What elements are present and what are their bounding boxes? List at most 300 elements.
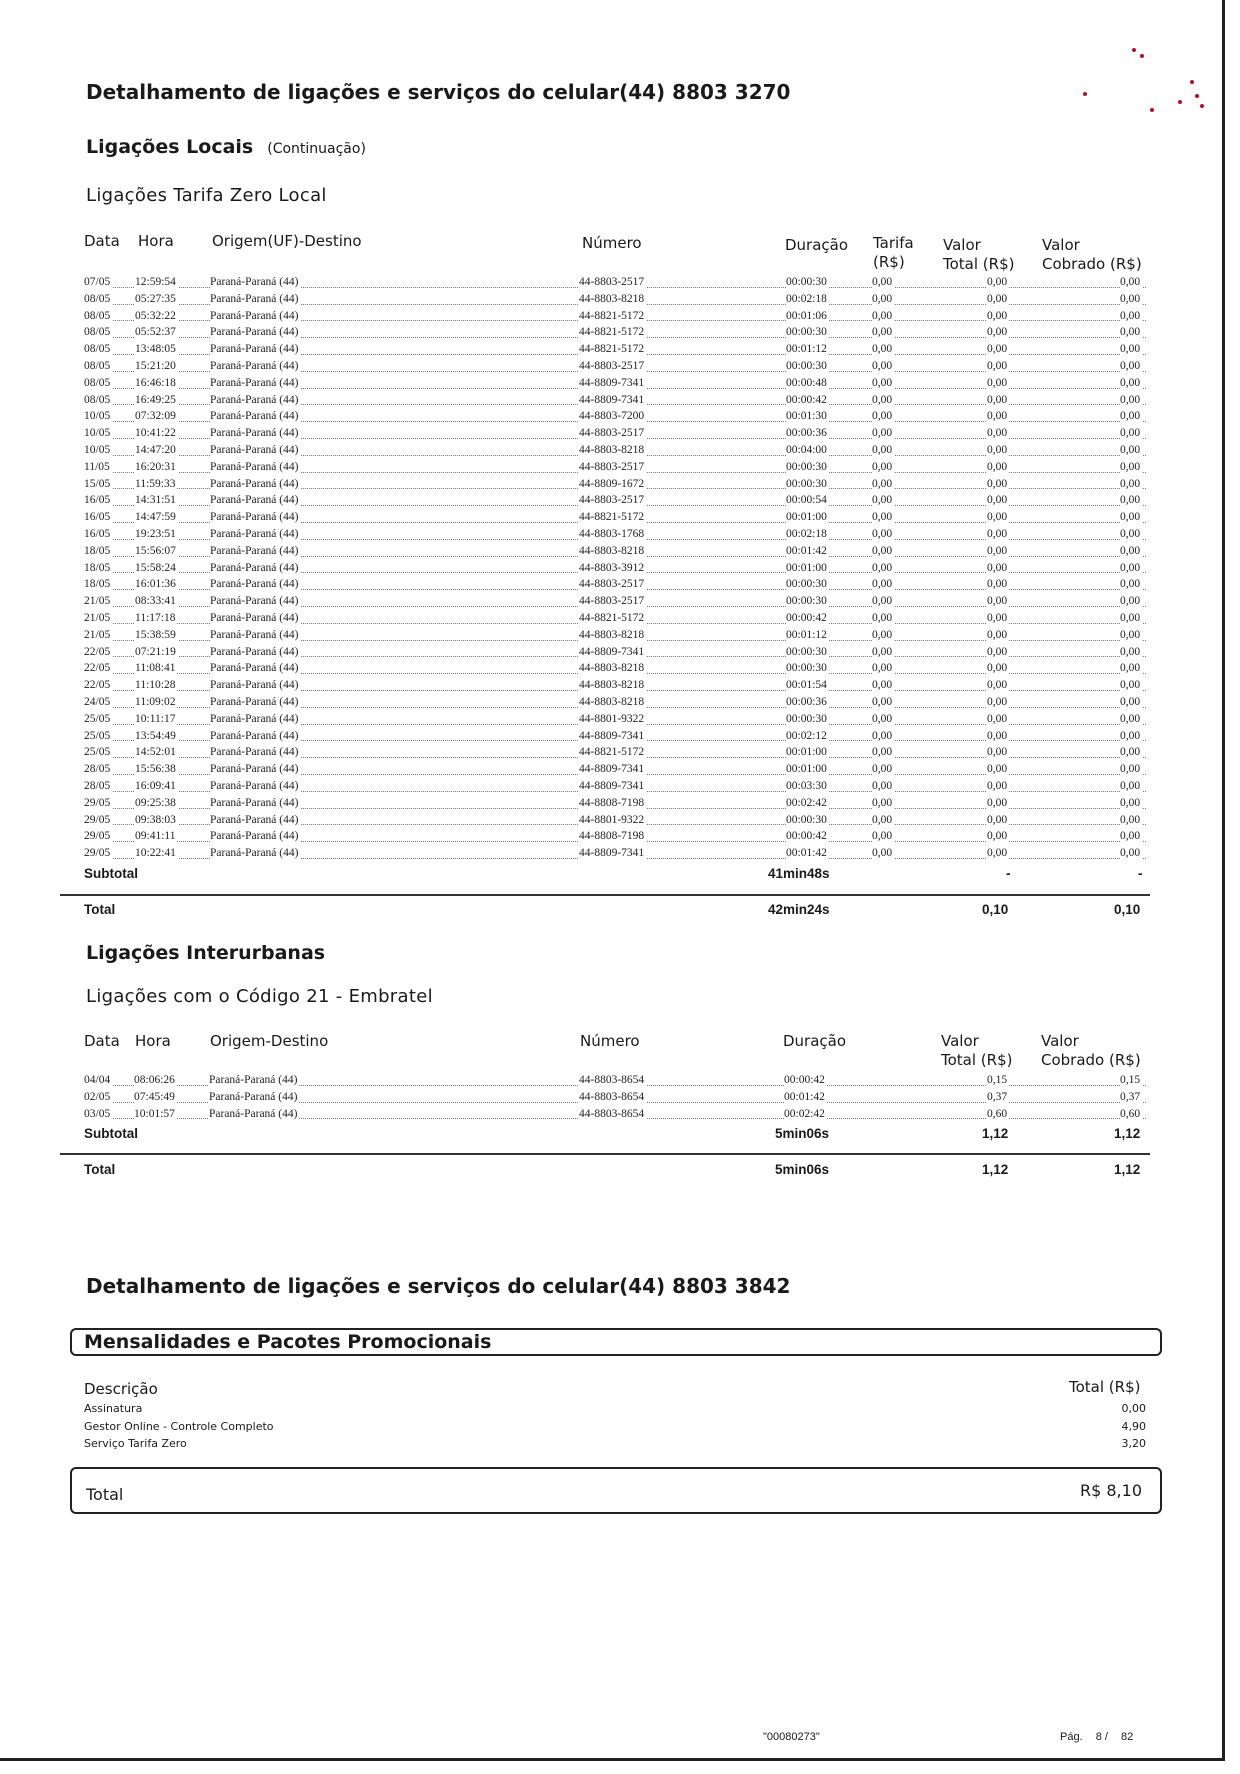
- cell-data: 08/05: [84, 324, 112, 341]
- cell-hora: 08:06:26: [134, 1072, 177, 1089]
- cell-origem: Paraná-Paraná (44): [210, 576, 300, 593]
- cell-valor: 0,00: [987, 291, 1009, 308]
- cell-origem: Paraná-Paraná (44): [210, 711, 300, 728]
- cell-valor: 0,00: [987, 341, 1009, 358]
- cell-origem: Paraná-Paraná (44): [209, 1106, 299, 1123]
- cell-data: 22/05: [84, 677, 112, 694]
- cell-cobrado: 0,00: [1120, 795, 1142, 812]
- table-row: [84, 492, 1146, 509]
- cell-data: 02/05: [84, 1089, 112, 1106]
- cell-numero: 44-8821-5172: [579, 324, 646, 341]
- cell-hora: 14:47:59: [135, 509, 178, 526]
- cell-hora: 16:20:31: [135, 459, 178, 476]
- cell-cobrado: 0,00: [1120, 812, 1142, 829]
- cell-hora: 10:22:41: [135, 845, 178, 862]
- header-numero: Número: [582, 234, 642, 252]
- cell-duracao: 00:00:36: [786, 694, 829, 711]
- cell-valor: 0,00: [987, 795, 1009, 812]
- cell-valor: 0,00: [987, 778, 1009, 795]
- cell-data: 16/05: [84, 509, 112, 526]
- cell-data: 29/05: [84, 812, 112, 829]
- cell-data: 24/05: [84, 694, 112, 711]
- cell-tarifa: 0,00: [872, 576, 894, 593]
- cell-duracao: 00:02:18: [786, 291, 829, 308]
- cell-tarifa: 0,00: [872, 308, 894, 325]
- subtotal-valor: 1,12: [982, 1126, 1009, 1141]
- cell-origem: Paraná-Paraná (44): [210, 459, 300, 476]
- cell-numero: 44-8809-7341: [579, 375, 646, 392]
- cell-data: 28/05: [84, 761, 112, 778]
- cell-cobrado: 0,00: [1120, 711, 1142, 728]
- cell-hora: 12:59:54: [135, 274, 178, 291]
- table-row: [84, 476, 1146, 493]
- table-row: [84, 828, 1146, 845]
- list-item: [84, 1420, 1146, 1437]
- header-duracao: Duração: [785, 236, 849, 254]
- cell-data: 08/05: [84, 341, 112, 358]
- continuation-label: (Continuação): [267, 141, 366, 157]
- cell-cobrado: 0,00: [1120, 610, 1142, 627]
- cell-origem: Paraná-Paraná (44): [210, 644, 300, 661]
- cell-tarifa: 0,00: [872, 677, 894, 694]
- cell-cobrado: 0,00: [1120, 442, 1142, 459]
- cell-origem: Paraná-Paraná (44): [210, 291, 300, 308]
- page-total: 82: [1121, 1731, 1134, 1743]
- cell-numero: 44-8809-7341: [579, 778, 646, 795]
- table-row: [84, 543, 1146, 560]
- cell-numero: 44-8821-5172: [579, 341, 646, 358]
- cell-duracao: 00:01:00: [786, 509, 829, 526]
- cell-origem: Paraná-Paraná (44): [210, 694, 300, 711]
- table-row: [84, 778, 1146, 795]
- cell-numero: 44-8803-2517: [579, 358, 646, 375]
- cell-numero: 44-8809-7341: [579, 392, 646, 409]
- cell-duracao: 00:00:42: [786, 610, 829, 627]
- table-row: [84, 358, 1146, 375]
- cell-numero: 44-8803-2517: [579, 274, 646, 291]
- cell-duracao: 00:02:18: [786, 526, 829, 543]
- cell-origem: Paraná-Paraná (44): [210, 509, 300, 526]
- cell-valor: 0,00: [987, 644, 1009, 661]
- cell-valor: 0,00: [987, 408, 1009, 425]
- header-total-rs: Total (R$): [1069, 1378, 1141, 1396]
- total-valor: 1,12: [982, 1162, 1009, 1177]
- cell-origem: Paraná-Paraná (44): [210, 795, 300, 812]
- cell-cobrado: 0,00: [1120, 543, 1142, 560]
- cell-tarifa: 0,00: [872, 459, 894, 476]
- locais-section-title: [86, 136, 366, 158]
- cell-hora: 19:23:51: [135, 526, 178, 543]
- cell-numero: 44-8821-5172: [579, 744, 646, 761]
- cell-cobrado: 0,00: [1120, 744, 1142, 761]
- cell-origem: Paraná-Paraná (44): [210, 526, 300, 543]
- table-row: [84, 324, 1146, 341]
- header-numero: Número: [580, 1032, 640, 1050]
- table-row: [84, 845, 1146, 862]
- cell-duracao: 00:01:42: [786, 845, 829, 862]
- table-row: [84, 711, 1146, 728]
- cell-duracao: 00:00:30: [786, 476, 829, 493]
- cell-valor: 0,00: [987, 324, 1009, 341]
- cell-tarifa: 0,00: [872, 660, 894, 677]
- cell-data: 10/05: [84, 425, 112, 442]
- table-row: [84, 694, 1146, 711]
- cell-numero: 44-8803-8654: [579, 1089, 646, 1106]
- cell-tarifa: 0,00: [872, 442, 894, 459]
- cell-data: 16/05: [84, 526, 112, 543]
- cell-data: 25/05: [84, 711, 112, 728]
- header-valor-total: [943, 236, 1014, 274]
- header-valor-line2: Total (R$): [943, 255, 1015, 273]
- item-total: 4,90: [1121, 1419, 1146, 1433]
- cell-tarifa: 0,00: [872, 341, 894, 358]
- cell-data: 25/05: [84, 728, 112, 745]
- cell-tarifa: 0,00: [872, 627, 894, 644]
- cell-cobrado: 0,00: [1120, 308, 1142, 325]
- cell-origem: Paraná-Paraná (44): [210, 492, 300, 509]
- subtotal-cobrado: -: [1138, 866, 1143, 881]
- cell-duracao: 00:03:30: [786, 778, 829, 795]
- cell-cobrado: 0,00: [1120, 509, 1142, 526]
- cell-hora: 15:56:38: [135, 761, 178, 778]
- cell-hora: 09:41:11: [135, 828, 177, 845]
- cell-valor: 0,00: [987, 358, 1009, 375]
- cell-hora: 07:32:09: [135, 408, 178, 425]
- cell-numero: 44-8808-7198: [579, 795, 646, 812]
- cell-data: 08/05: [84, 392, 112, 409]
- cell-cobrado: 0,00: [1120, 828, 1142, 845]
- cell-numero: 44-8803-2517: [579, 593, 646, 610]
- cell-hora: 05:52:37: [135, 324, 178, 341]
- page-label: Pág.: [1060, 1731, 1083, 1743]
- list-item: [84, 1437, 1146, 1454]
- cell-cobrado: 0,00: [1120, 274, 1142, 291]
- cell-tarifa: 0,00: [872, 828, 894, 845]
- item-total: 3,20: [1121, 1437, 1146, 1450]
- cell-data: 21/05: [84, 593, 112, 610]
- cell-origem: Paraná-Paraná (44): [210, 543, 300, 560]
- cell-valor: 0,00: [987, 308, 1009, 325]
- cell-valor: 0,00: [987, 845, 1009, 862]
- cell-valor: 0,00: [987, 560, 1009, 577]
- cell-duracao: 00:00:30: [786, 576, 829, 593]
- cell-data: 29/05: [84, 795, 112, 812]
- cell-cobrado: 0,15: [1120, 1072, 1142, 1089]
- cell-cobrado: 0,00: [1120, 778, 1142, 795]
- cell-origem: Paraná-Paraná (44): [210, 308, 300, 325]
- header-valor-cobrado: [1041, 1032, 1141, 1070]
- cell-valor: 0,37: [987, 1089, 1009, 1106]
- cell-valor: 0,00: [987, 694, 1009, 711]
- cell-numero: 44-8809-7341: [579, 644, 646, 661]
- cell-tarifa: 0,00: [872, 812, 894, 829]
- table-row: [84, 408, 1146, 425]
- cell-origem: Paraná-Paraná (44): [210, 812, 300, 829]
- table-row: [84, 526, 1146, 543]
- cell-duracao: 00:00:30: [786, 324, 829, 341]
- cell-cobrado: 0,00: [1120, 677, 1142, 694]
- cell-duracao: 00:00:48: [786, 375, 829, 392]
- header-cobrado-line1: Valor: [1042, 236, 1080, 254]
- cell-hora: 11:17:18: [135, 610, 177, 627]
- cell-numero: 44-8803-8218: [579, 442, 646, 459]
- cell-tarifa: 0,00: [872, 543, 894, 560]
- locais-total-row: [84, 902, 1146, 920]
- cell-origem: Paraná-Paraná (44): [210, 408, 300, 425]
- cell-cobrado: 0,00: [1120, 526, 1142, 543]
- header-data: Data: [84, 1032, 120, 1050]
- cell-numero: 44-8803-8654: [579, 1106, 646, 1123]
- cell-origem: Paraná-Paraná (44): [210, 274, 300, 291]
- cell-numero: 44-8801-9322: [579, 711, 646, 728]
- table-row: [84, 375, 1146, 392]
- cell-duracao: 00:01:06: [786, 308, 829, 325]
- cell-origem: Paraná-Paraná (44): [209, 1072, 299, 1089]
- cell-tarifa: 0,00: [872, 274, 894, 291]
- cell-origem: Paraná-Paraná (44): [210, 778, 300, 795]
- cell-data: 25/05: [84, 744, 112, 761]
- cell-hora: 11:09:02: [135, 694, 177, 711]
- cell-tarifa: 0,00: [872, 778, 894, 795]
- cell-tarifa: 0,00: [872, 761, 894, 778]
- cell-valor: 0,00: [987, 274, 1009, 291]
- cell-tarifa: 0,00: [872, 795, 894, 812]
- item-description: Gestor Online - Controle Completo: [84, 1419, 274, 1433]
- cell-data: 15/05: [84, 476, 112, 493]
- header-valor-cobrado: [1042, 236, 1142, 274]
- locais-title-text: Ligações Locais: [86, 136, 254, 158]
- cell-cobrado: 0,00: [1120, 560, 1142, 577]
- cell-origem: Paraná-Paraná (44): [210, 845, 300, 862]
- locais-subtotal-row: [84, 866, 1146, 884]
- locais-table-body: [84, 274, 1146, 862]
- header-tarifa-line2: (R$): [873, 253, 905, 271]
- cell-numero: 44-8821-5172: [579, 308, 646, 325]
- cell-duracao: 00:00:30: [786, 459, 829, 476]
- cell-duracao: 00:01:00: [786, 560, 829, 577]
- cell-numero: 44-8803-8218: [579, 677, 646, 694]
- interurbanas-section-title: Ligações Interurbanas: [86, 942, 326, 964]
- cell-valor: 0,00: [987, 375, 1009, 392]
- cell-data: 21/05: [84, 610, 112, 627]
- cell-cobrado: 0,00: [1120, 576, 1142, 593]
- interurbanas-total-row: [84, 1162, 1146, 1180]
- cell-hora: 05:27:35: [135, 291, 178, 308]
- subtotal-label: Subtotal: [84, 1126, 138, 1141]
- cell-origem: Paraná-Paraná (44): [209, 1089, 299, 1106]
- cell-tarifa: 0,00: [872, 560, 894, 577]
- cell-numero: 44-8803-8218: [579, 291, 646, 308]
- cell-cobrado: 0,00: [1120, 492, 1142, 509]
- table-row: [84, 341, 1146, 358]
- cell-duracao: 00:01:12: [786, 627, 829, 644]
- cell-numero: 44-8821-5172: [579, 509, 646, 526]
- cell-valor: 0,00: [987, 526, 1009, 543]
- cell-data: 08/05: [84, 308, 112, 325]
- table-row: [84, 610, 1146, 627]
- cell-origem: Paraná-Paraná (44): [210, 744, 300, 761]
- table-row: [84, 677, 1146, 694]
- total-label: Total: [84, 1162, 116, 1177]
- cell-hora: 16:49:25: [135, 392, 178, 409]
- cell-valor: 0,60: [987, 1106, 1009, 1123]
- cell-valor: 0,00: [987, 610, 1009, 627]
- cell-hora: 15:56:07: [135, 543, 178, 560]
- cell-data: 08/05: [84, 358, 112, 375]
- cell-numero: 44-8803-7200: [579, 408, 646, 425]
- cell-tarifa: 0,00: [872, 644, 894, 661]
- cell-tarifa: 0,00: [872, 358, 894, 375]
- cell-origem: Paraná-Paraná (44): [210, 341, 300, 358]
- cell-data: 18/05: [84, 543, 112, 560]
- cell-tarifa: 0,00: [872, 509, 894, 526]
- cell-duracao: 00:02:42: [784, 1106, 827, 1123]
- subtotal-duracao: 41min48s: [768, 866, 830, 881]
- cell-duracao: 00:01:30: [786, 408, 829, 425]
- table-row: [84, 442, 1146, 459]
- cell-numero: 44-8809-1672: [579, 476, 646, 493]
- cell-data: 21/05: [84, 627, 112, 644]
- cell-tarifa: 0,00: [872, 408, 894, 425]
- header-tarifa: [873, 234, 914, 272]
- header-cobrado-line2: Cobrado (R$): [1042, 255, 1142, 273]
- header-origem: Origem(UF)-Destino: [212, 232, 362, 250]
- table-row: [84, 1106, 1146, 1123]
- cell-duracao: 00:00:42: [786, 392, 829, 409]
- cell-duracao: 00:04:00: [786, 442, 829, 459]
- cell-cobrado: 0,00: [1120, 324, 1142, 341]
- interurbanas-subtotal-row: [84, 1126, 1146, 1144]
- total-duracao: 42min24s: [768, 902, 830, 917]
- cell-duracao: 00:00:30: [786, 358, 829, 375]
- cell-data: 11/05: [84, 459, 112, 476]
- cell-hora: 13:54:49: [135, 728, 178, 745]
- cell-hora: 09:25:38: [135, 795, 178, 812]
- interurbanas-divider: [60, 1153, 1150, 1155]
- cell-cobrado: 0,00: [1120, 644, 1142, 661]
- table-row: [84, 576, 1146, 593]
- cell-valor: 0,00: [987, 627, 1009, 644]
- cell-numero: 44-8803-8218: [579, 694, 646, 711]
- cell-hora: 10:41:22: [135, 425, 178, 442]
- cell-numero: 44-8803-8218: [579, 660, 646, 677]
- cell-valor: 0,00: [987, 392, 1009, 409]
- cell-cobrado: 0,37: [1120, 1089, 1142, 1106]
- cell-cobrado: 0,00: [1120, 358, 1142, 375]
- cell-valor: 0,00: [987, 576, 1009, 593]
- cell-numero: 44-8801-9322: [579, 812, 646, 829]
- cell-cobrado: 0,00: [1120, 476, 1142, 493]
- table-row: [84, 392, 1146, 409]
- header-valor-total: [941, 1032, 1012, 1070]
- cell-numero: 44-8803-2517: [579, 492, 646, 509]
- cell-tarifa: 0,00: [872, 610, 894, 627]
- cell-cobrado: 0,00: [1120, 425, 1142, 442]
- cell-origem: Paraná-Paraná (44): [210, 677, 300, 694]
- cell-duracao: 00:02:12: [786, 728, 829, 745]
- cell-numero: 44-8809-7341: [579, 845, 646, 862]
- cell-hora: 13:48:05: [135, 341, 178, 358]
- cell-origem: Paraná-Paraná (44): [210, 728, 300, 745]
- cell-duracao: 00:00:30: [786, 812, 829, 829]
- table-row: [84, 1089, 1146, 1106]
- cell-hora: 05:32:22: [135, 308, 178, 325]
- cell-data: 10/05: [84, 408, 112, 425]
- subtotal-valor: -: [1006, 866, 1011, 881]
- cell-cobrado: 0,00: [1120, 459, 1142, 476]
- cell-cobrado: 0,00: [1120, 593, 1142, 610]
- table-row: [84, 560, 1146, 577]
- cell-cobrado: 0,00: [1120, 694, 1142, 711]
- cell-cobrado: 0,00: [1120, 341, 1142, 358]
- cell-valor: 0,00: [987, 509, 1009, 526]
- cell-tarifa: 0,00: [872, 324, 894, 341]
- cell-data: 28/05: [84, 778, 112, 795]
- cell-hora: 11:08:41: [135, 660, 177, 677]
- page-title-2: Detalhamento de ligações e serviços do celular(44) 8803 3842: [86, 1274, 791, 1298]
- cell-duracao: 00:01:42: [784, 1089, 827, 1106]
- cell-origem: Paraná-Paraná (44): [210, 660, 300, 677]
- cell-cobrado: 0,00: [1120, 728, 1142, 745]
- cell-valor: 0,00: [987, 476, 1009, 493]
- cell-duracao: 00:01:54: [786, 677, 829, 694]
- cell-hora: 11:59:33: [135, 476, 177, 493]
- cell-valor: 0,00: [987, 459, 1009, 476]
- table-row: [84, 627, 1146, 644]
- cell-hora: 14:31:51: [135, 492, 178, 509]
- cell-numero: 44-8803-8218: [579, 543, 646, 560]
- cell-hora: 14:52:01: [135, 744, 178, 761]
- table-row: [84, 1072, 1146, 1089]
- cell-origem: Paraná-Paraná (44): [210, 442, 300, 459]
- cell-valor: 0,00: [987, 593, 1009, 610]
- cell-origem: Paraná-Paraná (44): [210, 627, 300, 644]
- header-cobrado-line1: Valor: [1041, 1032, 1079, 1050]
- cell-origem: Paraná-Paraná (44): [210, 610, 300, 627]
- header-valor-line1: Valor: [943, 236, 981, 254]
- cell-data: 18/05: [84, 560, 112, 577]
- cell-tarifa: 0,00: [872, 291, 894, 308]
- table-row: [84, 660, 1146, 677]
- subtotal-label: Subtotal: [84, 866, 138, 881]
- interurbanas-sub-title: Ligações com o Código 21 - Embratel: [86, 986, 433, 1007]
- cell-cobrado: 0,00: [1120, 291, 1142, 308]
- cell-duracao: 00:01:42: [786, 543, 829, 560]
- cell-valor: 0,00: [987, 761, 1009, 778]
- cell-hora: 11:10:28: [135, 677, 177, 694]
- cell-valor: 0,00: [987, 744, 1009, 761]
- cell-numero: 44-8809-7341: [579, 728, 646, 745]
- table-row: [84, 795, 1146, 812]
- cell-valor: 0,00: [987, 828, 1009, 845]
- cell-tarifa: 0,00: [872, 375, 894, 392]
- cell-data: 29/05: [84, 845, 112, 862]
- total-label: Total: [84, 902, 116, 917]
- interurbanas-table-body: [84, 1072, 1146, 1122]
- table-row: [84, 644, 1146, 661]
- cell-duracao: 00:00:30: [786, 660, 829, 677]
- cell-valor: 0,15: [987, 1072, 1009, 1089]
- table-row: [84, 728, 1146, 745]
- cell-origem: Paraná-Paraná (44): [210, 593, 300, 610]
- cell-data: 03/05: [84, 1106, 112, 1123]
- cell-hora: 15:38:59: [135, 627, 178, 644]
- cell-data: 07/05: [84, 274, 112, 291]
- table-row: [84, 761, 1146, 778]
- cell-tarifa: 0,00: [872, 694, 894, 711]
- cell-tarifa: 0,00: [872, 593, 894, 610]
- mensalidades-section-title: Mensalidades e Pacotes Promocionais: [84, 1331, 492, 1353]
